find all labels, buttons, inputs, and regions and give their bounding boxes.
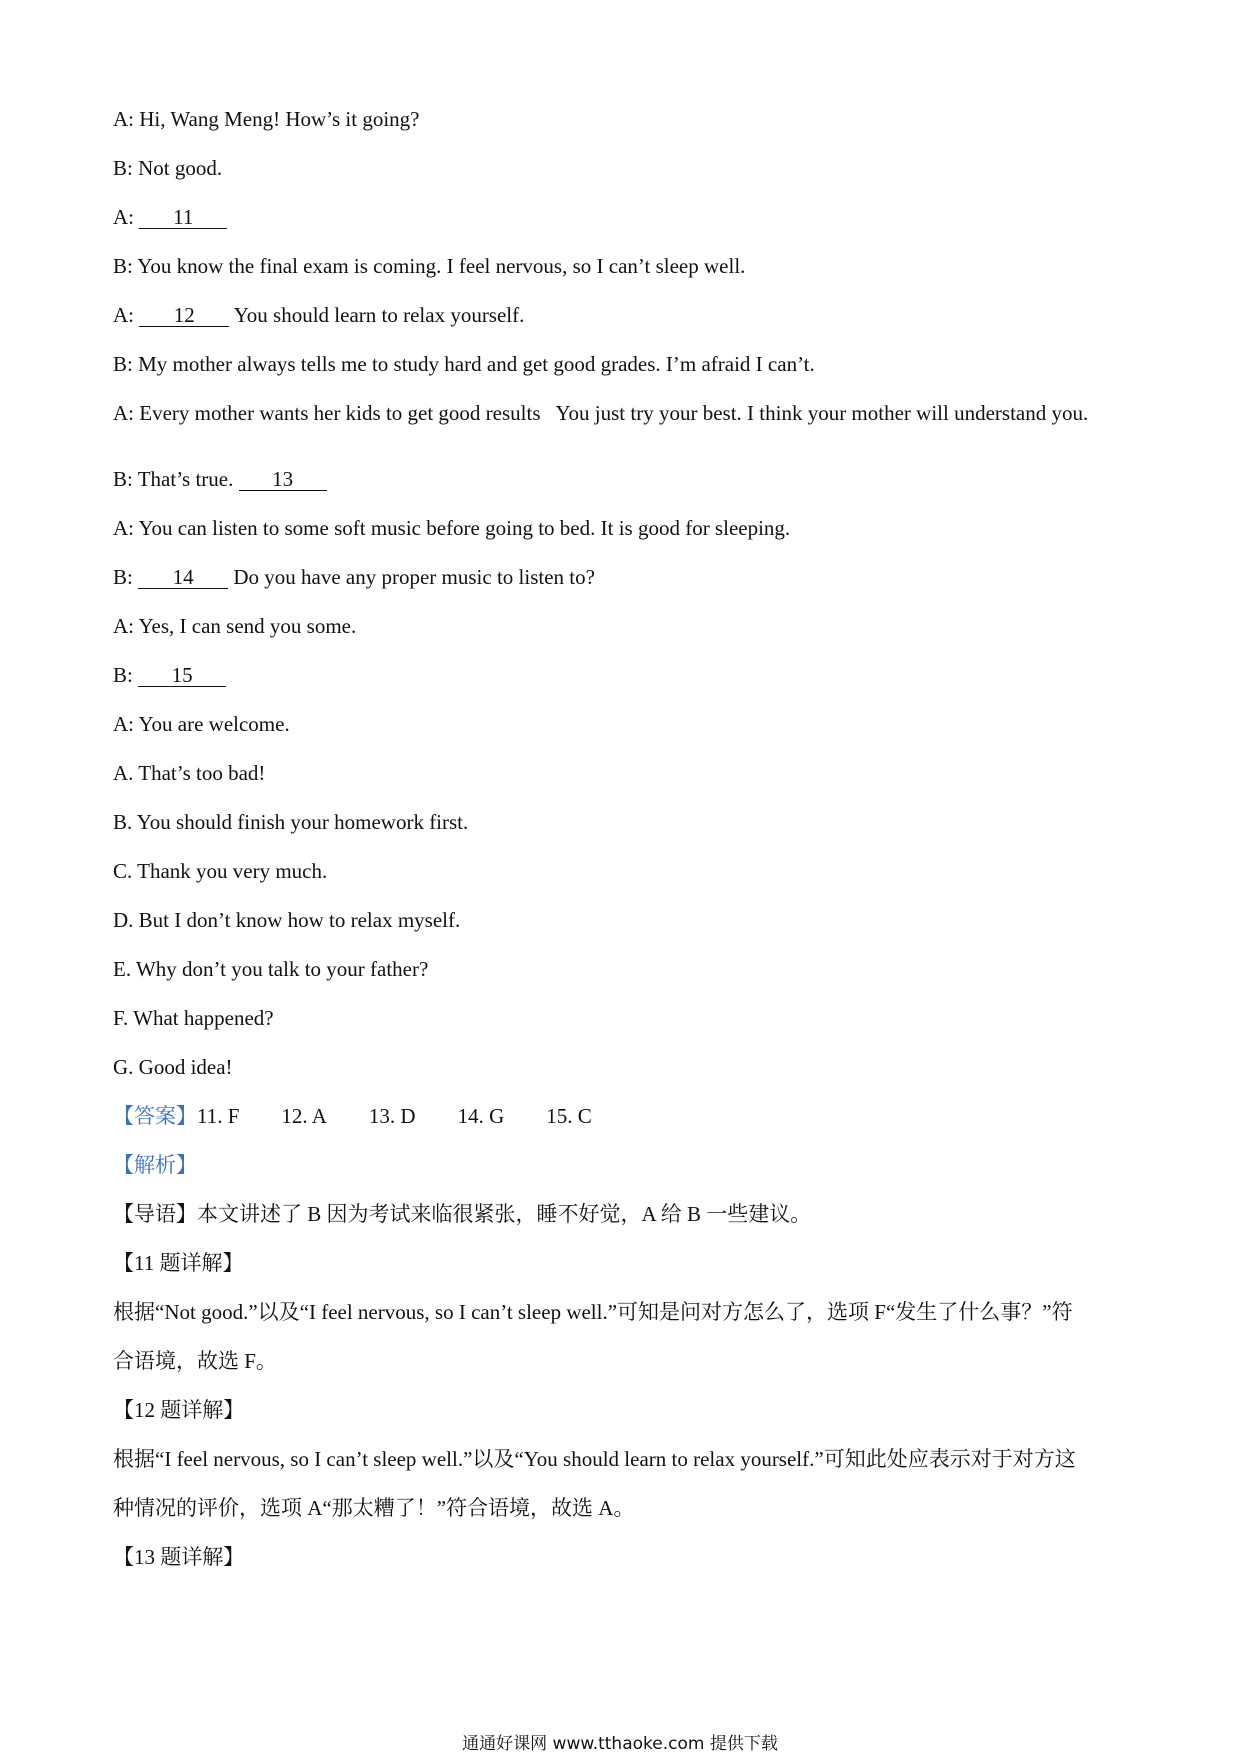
dialogue-line-4: B: You know the final exam is coming. I feel nervous, so I can’t sleep well.	[113, 254, 746, 278]
dialogue-line-11: A: Yes, I can send you some.	[113, 614, 357, 638]
option-f: F. What happened?	[113, 1006, 274, 1030]
q13-heading: 【13 题详解】	[113, 1545, 245, 1569]
blank-13: 13	[239, 468, 327, 491]
line-prefix: A:	[113, 303, 140, 327]
q11-explanation-line-2: 合语境，故选 F。	[113, 1349, 277, 1373]
dialogue-line-3	[113, 204, 227, 230]
analysis-intro: 【导语】本文讲述了 B 因为考试来临很紧张，睡不好觉，A 给 B 一些建议。	[113, 1202, 812, 1226]
dialogue-line-6: B: My mother always tells me to study hard and get good grades. I’m afraid I can’t.	[113, 352, 815, 376]
option-a: A. That’s too bad!	[113, 761, 266, 785]
line-suffix: You should learn to relax yourself.	[229, 303, 525, 327]
answer-item: 11. F	[197, 1104, 240, 1128]
dialogue-line-8	[113, 466, 327, 492]
dialogue-line-13: A: You are welcome.	[113, 712, 290, 736]
dialogue-line-10	[113, 564, 595, 590]
q11-explanation-line-1: 根据“Not good.”以及“I feel nervous, so I can’t sleep well.”可知是问对方怎么了，选项 F“发生了什么事？”符	[113, 1300, 1073, 1324]
option-g: G. Good idea!	[113, 1055, 233, 1079]
line-prefix: B:	[113, 663, 139, 687]
blank-11: 11	[139, 206, 227, 229]
line-prefix: B: That’s true.	[113, 467, 239, 491]
option-c: C. Thank you very much.	[113, 859, 328, 883]
option-e: E. Why don’t you talk to your father?	[113, 957, 429, 981]
dialogue-line-12	[113, 662, 226, 688]
page-footer: 通通好课网 www.tthaoke.com 提供下载	[462, 1734, 778, 1754]
answer-item: 15. C	[546, 1104, 592, 1128]
dialogue-line-1: A: Hi, Wang Meng! How’s it going?	[113, 107, 420, 131]
dialogue-line-7: A: Every mother wants her kids to get good results You just try your best. I think your mother will understand you.	[113, 401, 1089, 425]
answer-line	[113, 1103, 592, 1129]
option-b: B. You should finish your homework first.	[113, 810, 469, 834]
analysis-tag: 【解析】	[113, 1153, 197, 1177]
line-prefix: A:	[113, 205, 140, 229]
blank-14: 14	[138, 566, 228, 589]
q12-heading: 【12 题详解】	[113, 1398, 245, 1422]
line-prefix: B:	[113, 565, 139, 589]
q12-explanation-line-1: 根据“I feel nervous, so I can’t sleep well.”以及“You should learn to relax yourself.”可知此处应表示对于对方这	[113, 1447, 1076, 1471]
line-suffix: Do you have any proper music to listen to?	[228, 565, 595, 589]
q12-explanation-line-2: 种情况的评价，选项 A“那太糟了！”符合语境，故选 A。	[113, 1496, 635, 1520]
blank-12: 12	[139, 304, 229, 327]
answer-tag: 【答案】	[113, 1104, 197, 1128]
dialogue-line-2: B: Not good.	[113, 156, 223, 180]
dialogue-line-9: A: You can listen to some soft music before going to bed. It is good for sleeping.	[113, 516, 791, 540]
answer-item: 12. A	[281, 1104, 327, 1128]
answer-item: 14. G	[457, 1104, 505, 1128]
option-d: D. But I don’t know how to relax myself.	[113, 908, 461, 932]
q11-heading: 【11 题详解】	[113, 1251, 244, 1275]
blank-15: 15	[138, 664, 226, 687]
answer-item: 13. D	[368, 1104, 416, 1128]
dialogue-line-5	[113, 302, 524, 328]
